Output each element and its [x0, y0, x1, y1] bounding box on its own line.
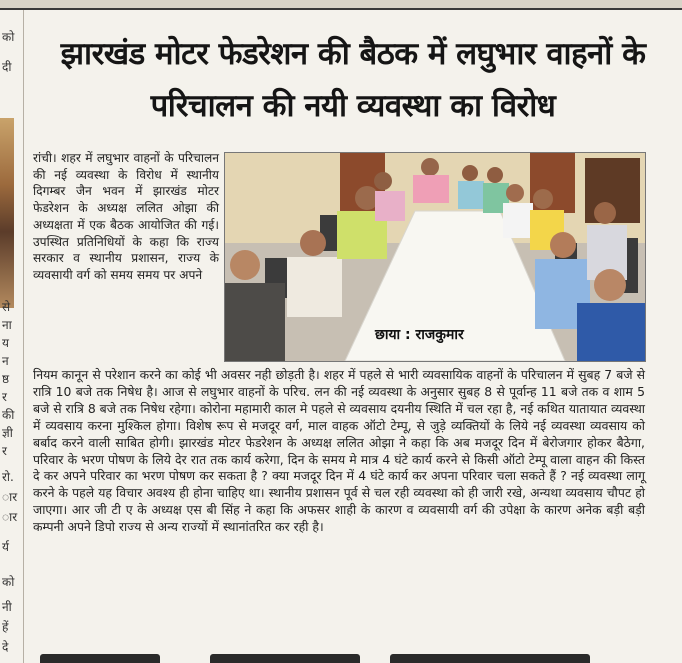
top-rule [0, 8, 682, 10]
adjacent-column-fragment: नी [2, 600, 12, 614]
adjacent-column-fragment: को [2, 575, 15, 589]
photo-caption: छाया : राजकुमार [375, 327, 464, 343]
adjacent-column-fragment: ष्ठ [2, 372, 10, 386]
adjacent-photo-fragment [0, 118, 14, 308]
adjacent-column-fragment: र [2, 444, 7, 458]
adjacent-column-fragment: र्य [2, 540, 9, 554]
adjacent-column-fragment: रो. [2, 470, 14, 484]
adjacent-column-fragment: ज्ञी [2, 426, 13, 440]
adjacent-column-fragment: हें [2, 620, 9, 634]
adjacent-column-fragment: की [2, 408, 15, 422]
adjacent-column-fragment: ना [2, 318, 12, 332]
adjacent-column-fragment: को [2, 30, 15, 44]
article-intro: रांची। शहर में लघुभार वाहनों के परिचालन की नई व्यवस्था के विरोध में स्थानीय दिगम्बर जैन भवन में झारखंड मोटर फेडरेशन के अध्यक्ष ललित ओझा की अध्यक्षता में एक बैठक आयोजित की गई। उपस्थित प्रतिनिधियों के कहा कि राज्य सरकार व स्थानीय प्रशासन, राज्य के व्यवसायी वर्ग को समय समय पर अपने [33, 151, 219, 282]
column-separator [23, 10, 24, 663]
adjacent-column-fragment: र [2, 390, 7, 404]
adjacent-column-fragment: दे [2, 640, 9, 654]
adjacent-column-fragment: य [2, 336, 9, 350]
adjacent-column-fragment: से [2, 300, 11, 314]
top-border [0, 0, 682, 8]
article-body: नियम कानून से परेशान करने का कोई भी अवसर नही छोड़ती है। शहर में पहले से भारी व्यवसायिक वाहनों के परिचालन में सुबह 7 बजे से रात्रि 10 बजे तक निषेध है। आज से लघुभार वाहनों के परिच. लन की नई व्यवस्था के अनुसार सुबह 8 से पूर्वान्ह 11 बजे तक व शाम 5 बजे से रात्रि 8 बजे तक निषेध रहेगा। कोरोना महामारी काल मे पहले से व्यवसाय दयनीय स्थिति में चल रहा है, नई कथित यातायात व्यवस्था में व्यवसाय करना मुश्किल होगा। विशेष रूप से मजदूर वर्ग, माल वाहक ऑटो टेम्पू, से जुड़े व्यक्तियों के लिये नई व्यवस्था व्यवसाय को बर्बाद करने वाली साबित होगी। झारखंड मोटर फेडरेशन के अध्यक्ष ललित ओझा ने कहा कि अब मजदूर दिन में बेरोजगार होकर बैठेगा, परिवार के भरण पोषण के लिये देर रात तक कार्य करेगा, दिन के समय मे मात्र 4 घंटे कार्य करने से किसी ऑटो टेम्पू वाला वाहन की किस्त दे कर अपने परिवार का भरण पोषण कर सकता है ? क्या मजदूर दिन में 4 घंटे कार्य कर अपना परिवार चला सकते हैं ? नई व्यवस्था लागू करने के पहले यह विचार अवश्य ही होना चाहिए था। स्थानीय प्रशासन पूर्व से चल रही व्यवस्था को ही जारी रखे, अन्यथा व्यवसाय चौपट हो जाएगा। आर जी टी ए के अध्यक्ष एस बी सिंह ने कहा कि अफसर शाही के कारण व व्यवसायी वर्ग की उपेक्षा के कारण अनेक बड़ी बड़ी कम्पनी अपने डिपो राज्य से अन्य राज्यों में स्थानांतरित कर रही है। [33, 367, 645, 535]
adjacent-column-strip [0, 10, 22, 663]
adjacent-column-fragment: ार [2, 510, 18, 524]
adjacent-column-fragment: न [2, 354, 9, 368]
adjacent-column-fragment: ार [2, 490, 18, 504]
headline: झारखंड मोटर फेडरेशन की बैठक में लघुभार वाहनों के परिचालन की नयी व्यवस्था का विरोध [60, 36, 646, 124]
adjacent-column-fragment: दी [2, 60, 12, 74]
next-headline-fragment [30, 652, 630, 663]
